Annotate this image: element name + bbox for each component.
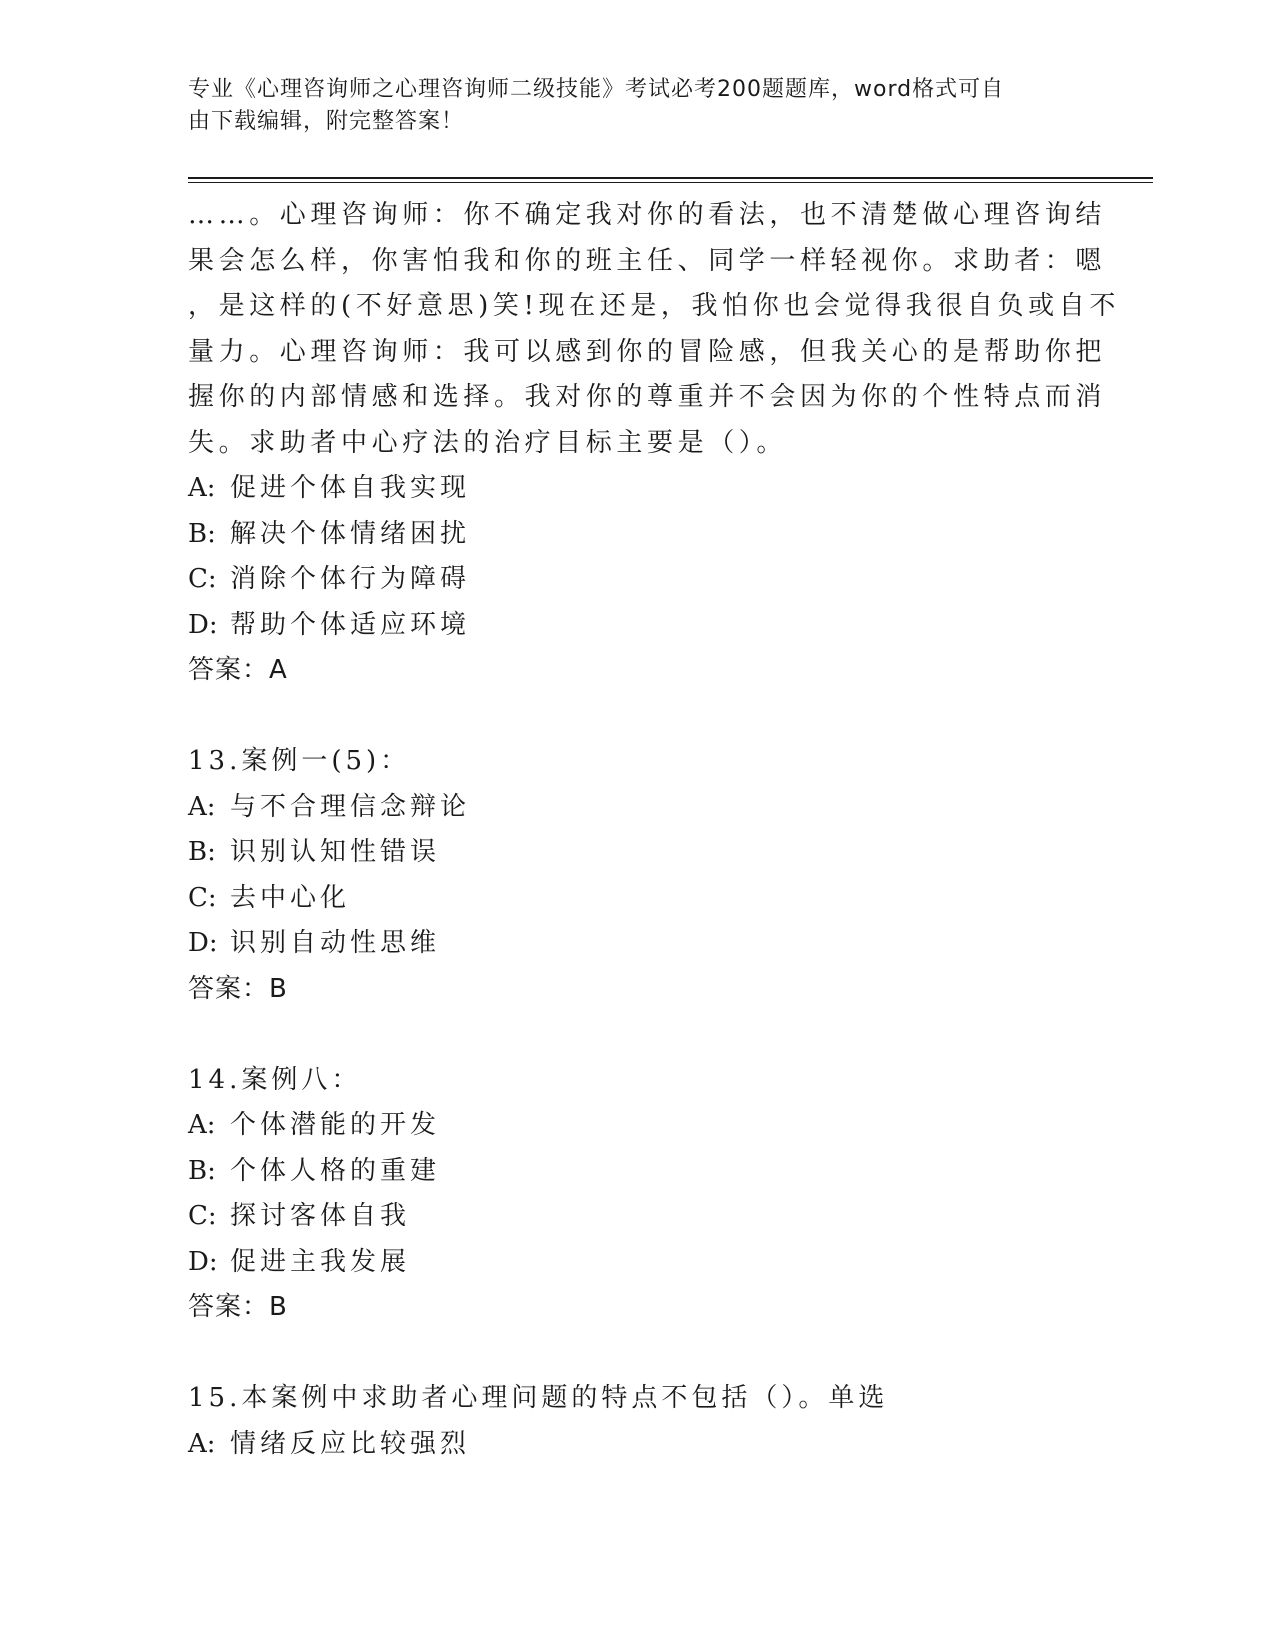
question-13-stem: 13.案例一(5)：	[188, 746, 411, 776]
option-text: 探讨客体自我	[230, 1201, 411, 1231]
option-text: 消除个体行为障碍	[230, 564, 471, 594]
option-letter: C:	[188, 1201, 217, 1231]
option-d	[188, 921, 1088, 967]
option-text: 识别自动性思维	[230, 928, 441, 958]
question-14	[188, 1058, 1088, 1331]
option-text: 与不合理信念辩论	[230, 791, 471, 822]
stem-line: ……。心理咨询师：你不确定我对你的看法，也不清楚做心理咨询结	[188, 200, 1107, 230]
option-letter: B:	[188, 518, 216, 549]
option-a	[188, 785, 1088, 831]
option-a	[188, 1103, 1088, 1149]
answer: 答案：B	[188, 1292, 288, 1322]
answer: 答案：B	[188, 973, 288, 1004]
option-text: 帮助个体适应环境	[230, 609, 471, 640]
option-b	[188, 1149, 1088, 1195]
option-letter: D:	[188, 928, 218, 958]
answer: 答案：A	[188, 655, 288, 685]
option-c	[188, 876, 1088, 922]
option-text: 促进主我发展	[230, 1246, 411, 1277]
question-12	[188, 193, 1120, 694]
question-15-stem: 15.本案例中求助者心理问题的特点不包括（）。单选	[188, 1383, 889, 1413]
spacer	[188, 1012, 1088, 1058]
document-header	[188, 74, 1068, 138]
option-text: 促进个体自我实现	[230, 473, 471, 503]
option-a	[188, 1422, 1088, 1468]
option-letter: D:	[188, 609, 218, 640]
option-b	[188, 830, 1088, 876]
stem-line: 失。求助者中心疗法的治疗目标主要是（）。	[188, 427, 788, 458]
question-14-stem: 14.案例八：	[188, 1064, 362, 1095]
option-letter: A:	[188, 473, 216, 503]
option-letter: A:	[188, 1110, 216, 1140]
stem-line: 握你的内部情感和选择。我对你的尊重并不会因为你的个性特点而消	[188, 382, 1107, 412]
option-letter: B:	[188, 1155, 216, 1186]
option-text: 去中心化	[230, 882, 351, 913]
option-letter: B:	[188, 837, 216, 867]
option-letter: A:	[188, 791, 216, 822]
question-15	[188, 1376, 1088, 1467]
question-13	[188, 739, 1088, 1012]
question-list	[188, 193, 1120, 1467]
option-text: 个体潜能的开发	[230, 1110, 441, 1140]
option-d	[188, 1240, 1088, 1286]
stem-line: ，是这样的(不好意思)笑!现在还是，我怕你也会觉得我很自负或自不	[188, 291, 1120, 321]
option-letter: C:	[188, 882, 217, 913]
option-letter: C:	[188, 564, 217, 594]
option-text: 个体人格的重建	[230, 1155, 441, 1186]
option-text: 情绪反应比较强烈	[230, 1428, 471, 1459]
header-rule-thin	[188, 182, 1153, 183]
option-a	[188, 466, 1088, 512]
option-b	[188, 512, 1088, 558]
option-d	[188, 603, 1088, 649]
option-letter: A:	[188, 1428, 216, 1459]
option-c	[188, 1194, 1088, 1240]
header-rule-thick	[188, 177, 1153, 179]
question-12-stem	[188, 193, 1120, 466]
stem-line: 量力。心理咨询师：我可以感到你的冒险感，但我关心的是帮助你把	[188, 336, 1107, 367]
option-text: 解决个体情绪困扰	[230, 518, 471, 549]
stem-line: 果会怎么样，你害怕我和你的班主任、同学一样轻视你。求助者：嗯	[188, 245, 1107, 276]
spacer	[188, 694, 1088, 740]
spacer	[188, 1331, 1088, 1377]
header-line-2: 由下载编辑，附完整答案！	[188, 109, 465, 134]
option-letter: D:	[188, 1246, 218, 1277]
option-text: 识别认知性错误	[230, 837, 441, 867]
option-c	[188, 557, 1088, 603]
header-line-1: 专业《心理咨询师之心理咨询师二级技能》考试必考200题题库，word格式可自	[188, 77, 1005, 102]
